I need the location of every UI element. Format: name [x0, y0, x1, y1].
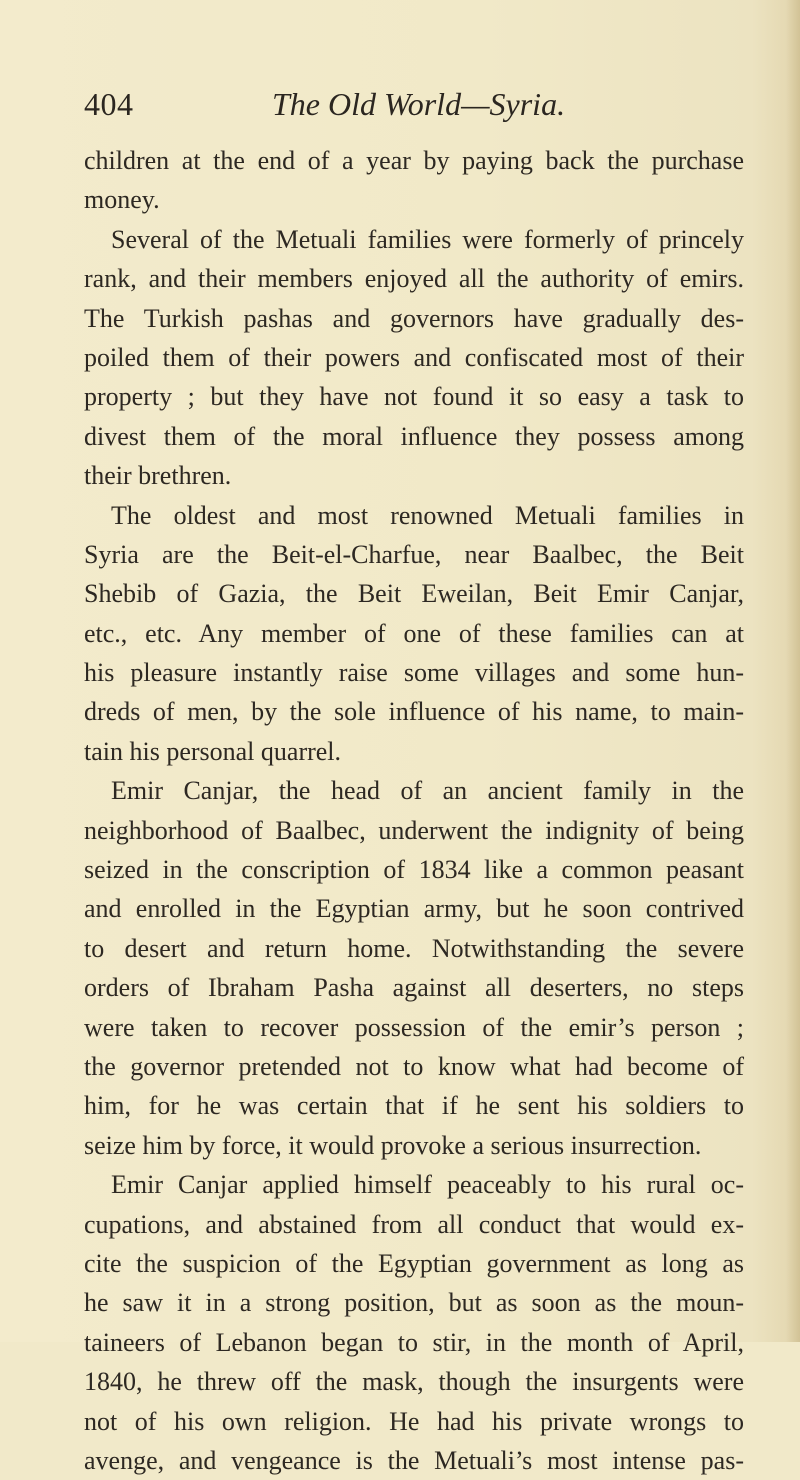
text-line: and enrolled in the Egyptian army, but he soon contrived	[84, 894, 744, 924]
text-line: Emir Canjar, the head of an ancient family in the	[111, 776, 744, 806]
text-line: cite the suspicion of the Egyptian government as long as	[84, 1248, 744, 1278]
text-line: not of his own religion. He had his private wrongs to	[84, 1406, 744, 1436]
text-line: Several of the Metuali families were formerly of princely	[111, 224, 744, 254]
text-line: their brethren.	[84, 461, 232, 491]
text-line: The oldest and most renowned Metuali families in	[111, 500, 744, 530]
text-line: the governor pretended not to know what had become of	[84, 1051, 744, 1081]
text-line: orders of Ibraham Pasha against all deserters, no steps	[84, 973, 744, 1003]
text-line: taineers of Lebanon began to stir, in the month of April,	[84, 1327, 744, 1357]
text-line: cupations, and abstained from all conduct that would ex-	[84, 1209, 744, 1239]
text-line: neighborhood of Baalbec, underwent the indignity of being	[84, 815, 744, 845]
text-line: divest them of the moral influence they possess among	[84, 421, 744, 451]
running-title: The Old World—Syria.	[272, 86, 566, 122]
text-line: dreds of men, by the sole influence of his name, to main-	[84, 697, 744, 727]
text-line: tain his personal quarrel.	[84, 736, 342, 766]
text-line: to desert and return home. Notwithstanding the severe	[84, 933, 744, 963]
text-line: Shebib of Gazia, the Beit Eweilan, Beit Emir Canjar,	[84, 579, 744, 609]
text-line: money.	[84, 185, 160, 215]
text-line: The Turkish pashas and governors have gradually des-	[84, 303, 744, 333]
text-line: seized in the conscription of 1834 like a common peasant	[84, 855, 744, 885]
text-line: his pleasure instantly raise some villages and some hun-	[84, 658, 744, 688]
page-edge-shadow	[786, 0, 800, 1342]
text-line: him, for he was certain that if he sent his soldiers to	[84, 1091, 744, 1121]
text-line: were taken to recover possession of the emir’s person ;	[84, 1012, 744, 1042]
text-line: property ; but they have not found it so easy a task to	[84, 382, 744, 412]
text-line: children at the end of a year by paying back the purchase	[84, 146, 744, 175]
body-text	[84, 141, 744, 1480]
text-line: 1840, he threw off the mask, though the insurgents were	[84, 1367, 744, 1397]
text-line: poiled them of their powers and confiscated most of their	[84, 342, 744, 372]
running-head	[84, 82, 744, 126]
text-line: avenge, and vengeance is the Metuali’s most intense pas-	[84, 1445, 744, 1475]
text-line: Emir Canjar applied himself peaceably to his rural oc-	[111, 1170, 744, 1200]
text-line: etc., etc. Any member of one of these families can at	[84, 618, 744, 648]
page-number: 404	[84, 86, 134, 122]
text-line: he saw it in a strong position, but as soon as the moun-	[84, 1288, 744, 1318]
text-line: Syria are the Beit-el-Charfue, near Baalbec, the Beit	[84, 539, 744, 569]
text-line: seize him by force, it would provoke a serious insurrection.	[84, 1130, 702, 1160]
text-line: rank, and their members enjoyed all the authority of emirs.	[84, 264, 744, 294]
